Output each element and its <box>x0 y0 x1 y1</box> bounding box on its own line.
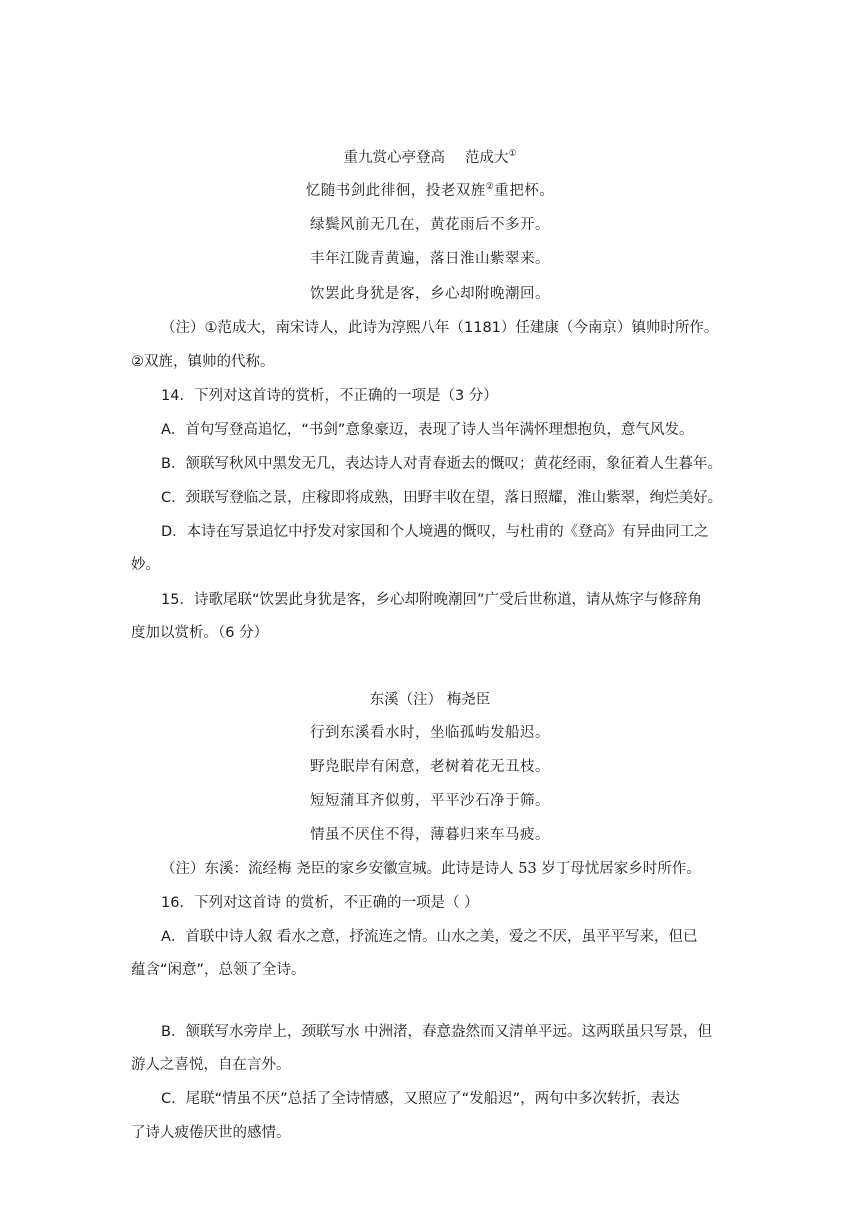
poem1-author: 范成大 <box>464 150 509 166</box>
poem1-note-line1: （注）①范成大，南宋诗人，此诗为淳熙八年（1181）任建康（今南京）镇帅时所作。 <box>161 320 719 336</box>
poem1-line-1-text: 忆随书剑此徘徊，投老双旌 <box>305 183 486 199</box>
poem2-note: （注）东溪：流经梅 尧臣的家乡安徽宣城。此诗是诗人 53 岁丁母忧居家乡时所作。 <box>161 861 701 877</box>
poem1-line-3: 丰年江陇青黄遍，落日淮山紫翠来。 <box>310 251 550 267</box>
poem2-line-1: 行到东溪看水时，坐临孤屿发船迟。 <box>310 725 550 741</box>
q14-option-d-line2: 妙。 <box>131 557 160 573</box>
poem1-title-line <box>0 146 860 167</box>
q14-option-a: A．首句写登高追忆，“书剑”意象豪迈，表现了诗人当年满怀理想抱负，意气风发。 <box>161 422 694 438</box>
poem1-line-1-tail: 重把杯。 <box>494 183 555 199</box>
poem1-line-1-mark: ② <box>485 182 495 192</box>
q16-option-b-line1: B．颔联写水旁岸上，颈联写水 中洲渚，春意盎然而又清单平远。这两联虽只写景，但 <box>161 1024 713 1040</box>
q16-option-c-line2: 了诗人疲倦厌世的感情。 <box>131 1125 291 1141</box>
poem1-author-note-mark: ① <box>508 149 517 159</box>
q15-line1: 15．诗歌尾联“饮罢此身犹是客，乡心却附晚潮回”广受后世称道，请从炼字与修辞角 <box>161 592 702 608</box>
q16-option-c-line1: C．尾联“情虽不厌”总括了全诗情感，又照应了“发船迟”，两句中多次转折，表达 <box>161 1091 680 1107</box>
poem2-title: 东溪（注） 梅尧臣 <box>369 692 491 708</box>
poem1-note-line2: ②双旌，镇帅的代称。 <box>131 354 275 370</box>
poem1-line-1 <box>0 179 860 200</box>
poem1-line-4: 饮罢此身犹是客，乡心却附晚潮回。 <box>310 286 550 302</box>
poem1-title: 重九赏心亭登高 <box>343 150 445 166</box>
q14-option-d-line1: D．本诗在写景追忆中抒发对家国和个人境遇的慨叹，与杜甫的《登高》有异曲同工之 <box>161 524 709 540</box>
q16-stem: 16．下列对这首诗 的赏析，不正确的一项是（ ） <box>161 895 479 911</box>
q15-line2: 度加以赏析。（6 分） <box>131 625 269 641</box>
poem1-line-2: 绿鬓风前无几在，黄花雨后不多开。 <box>310 217 550 233</box>
q14-option-b: B．颔联写秋风中黑发无几，表达诗人对青春逝去的慨叹；黄花经雨，象征着人生暮年。 <box>161 456 722 472</box>
q16-option-a-line1: A．首联中诗人叙 看水之意，抒流连之情。山水之美，爱之不厌，虽平平写来，但已 <box>161 929 698 945</box>
q14-stem: 14．下列对这首诗的赏析，不正确的一项是（3 分） <box>161 388 498 404</box>
poem2-line-2: 野凫眠岸有闲意，老树着花无丑枝。 <box>310 759 550 775</box>
poem2-line-3: 短短蒲耳齐似剪，平平沙石净于筛。 <box>310 793 550 809</box>
q14-option-c: C．颈联写登临之景，庄稼即将成熟，田野丰收在望，落日照耀，淮山紫翠，绚烂美好。 <box>161 490 723 506</box>
poem2-line-4: 情虽不厌住不得，薄暮归来车马疲。 <box>310 827 550 843</box>
q16-option-a-line2: 蕴含“闲意”，总领了全诗。 <box>131 962 306 978</box>
q16-option-b-line2: 游人之喜悦，自在言外。 <box>131 1057 291 1073</box>
